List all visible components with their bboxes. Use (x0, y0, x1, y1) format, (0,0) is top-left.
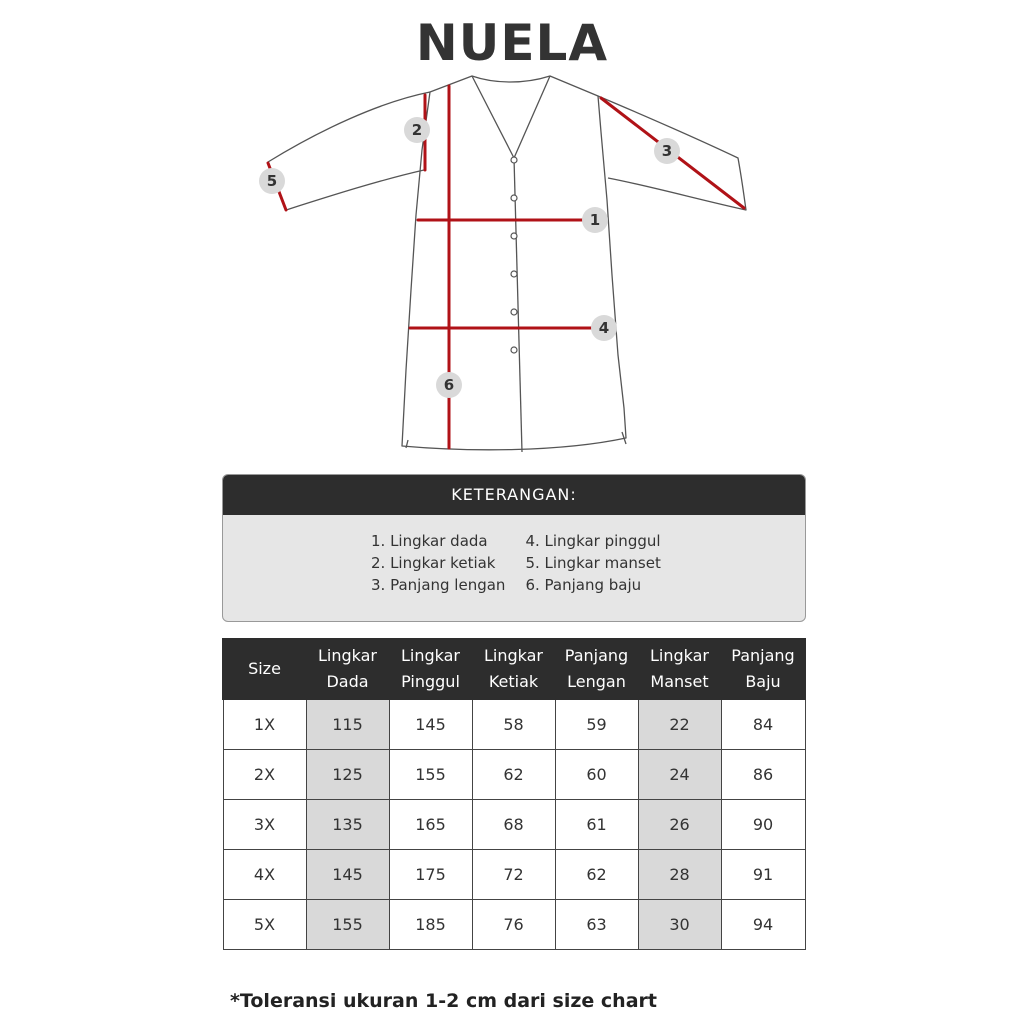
cell-chest: 115 (306, 699, 389, 750)
marker-armhole: 2 (404, 117, 430, 143)
cell-sleeve: 60 (555, 750, 638, 800)
cell-cuff: 24 (638, 750, 721, 800)
col-header-size: Size (223, 639, 306, 699)
cell-size: 2X (223, 750, 306, 800)
cell-length: 84 (721, 699, 805, 750)
neckline (472, 76, 550, 158)
legend-item: 5. Lingkar manset (525, 554, 661, 572)
left-sleeve-outline (268, 92, 430, 210)
table-row (223, 750, 805, 800)
cell-armhole: 68 (472, 800, 555, 850)
legend-heading: KETERANGAN: (223, 475, 805, 515)
col-header-chest: Lingkar Dada (306, 639, 389, 699)
cell-chest: 135 (306, 800, 389, 850)
cell-length: 91 (721, 850, 805, 900)
legend-box (222, 474, 806, 622)
brand-title: NUELA (415, 14, 609, 72)
cell-hip: 175 (389, 850, 472, 900)
cell-sleeve: 59 (555, 699, 638, 750)
button (511, 347, 517, 353)
marker-cuff: 5 (259, 168, 285, 194)
cell-cuff: 30 (638, 900, 721, 950)
garment-illustration (0, 0, 1024, 470)
legend-list (371, 530, 661, 596)
button (511, 233, 517, 239)
col-header-sleeve: Panjang Lengan (555, 639, 638, 699)
legend-item: 3. Panjang lengan (371, 576, 506, 594)
legend-item: 2. Lingkar ketiak (371, 554, 496, 572)
button-placket (514, 158, 522, 452)
cell-sleeve: 63 (555, 900, 638, 950)
legend-column-right (525, 530, 660, 596)
cell-chest: 155 (306, 900, 389, 950)
marker-sleeve: 3 (654, 138, 680, 164)
cell-hip: 185 (389, 900, 472, 950)
cell-cuff: 26 (638, 800, 721, 850)
col-header-cuff: Lingkar Manset (638, 639, 721, 699)
cell-length: 86 (721, 750, 805, 800)
cell-armhole: 72 (472, 850, 555, 900)
cell-length: 90 (721, 800, 805, 850)
col-header-hip: Lingkar Pinggul (389, 639, 472, 699)
cell-armhole: 62 (472, 750, 555, 800)
table-header-row (223, 639, 805, 699)
cell-cuff: 28 (638, 850, 721, 900)
button (511, 309, 517, 315)
size-chart-table (222, 638, 806, 950)
cell-chest: 125 (306, 750, 389, 800)
button (511, 271, 517, 277)
cell-sleeve: 61 (555, 800, 638, 850)
col-header-armhole: Lingkar Ketiak (472, 639, 555, 699)
button (511, 157, 517, 163)
cell-hip: 155 (389, 750, 472, 800)
garment-drawing (0, 0, 1024, 470)
marker-hip: 4 (591, 315, 617, 341)
tolerance-note: *Toleransi ukuran 1-2 cm dari size chart (230, 990, 657, 1012)
table-row (223, 800, 805, 850)
cell-hip: 145 (389, 699, 472, 750)
cell-armhole: 76 (472, 900, 555, 950)
table-row (223, 850, 805, 900)
legend-item: 4. Lingkar pinggul (525, 532, 661, 550)
cell-size: 1X (223, 699, 306, 750)
marker-length: 6 (436, 372, 462, 398)
col-header-length: Panjang Baju (721, 639, 805, 699)
cell-sleeve: 62 (555, 850, 638, 900)
cell-cuff: 22 (638, 699, 721, 750)
cell-chest: 145 (306, 850, 389, 900)
cell-armhole: 58 (472, 699, 555, 750)
cell-hip: 165 (389, 800, 472, 850)
garment-body-outline (402, 76, 626, 450)
cell-size: 5X (223, 900, 306, 950)
legend-item: 6. Panjang baju (525, 576, 642, 594)
table-row (223, 900, 805, 950)
cell-length: 94 (721, 900, 805, 950)
marker-chest: 1 (582, 207, 608, 233)
legend-column-left (371, 530, 505, 596)
legend-item: 1. Lingkar dada (371, 532, 488, 550)
cell-size: 4X (223, 850, 306, 900)
cell-size: 3X (223, 800, 306, 850)
button (511, 195, 517, 201)
table-row (223, 699, 805, 750)
